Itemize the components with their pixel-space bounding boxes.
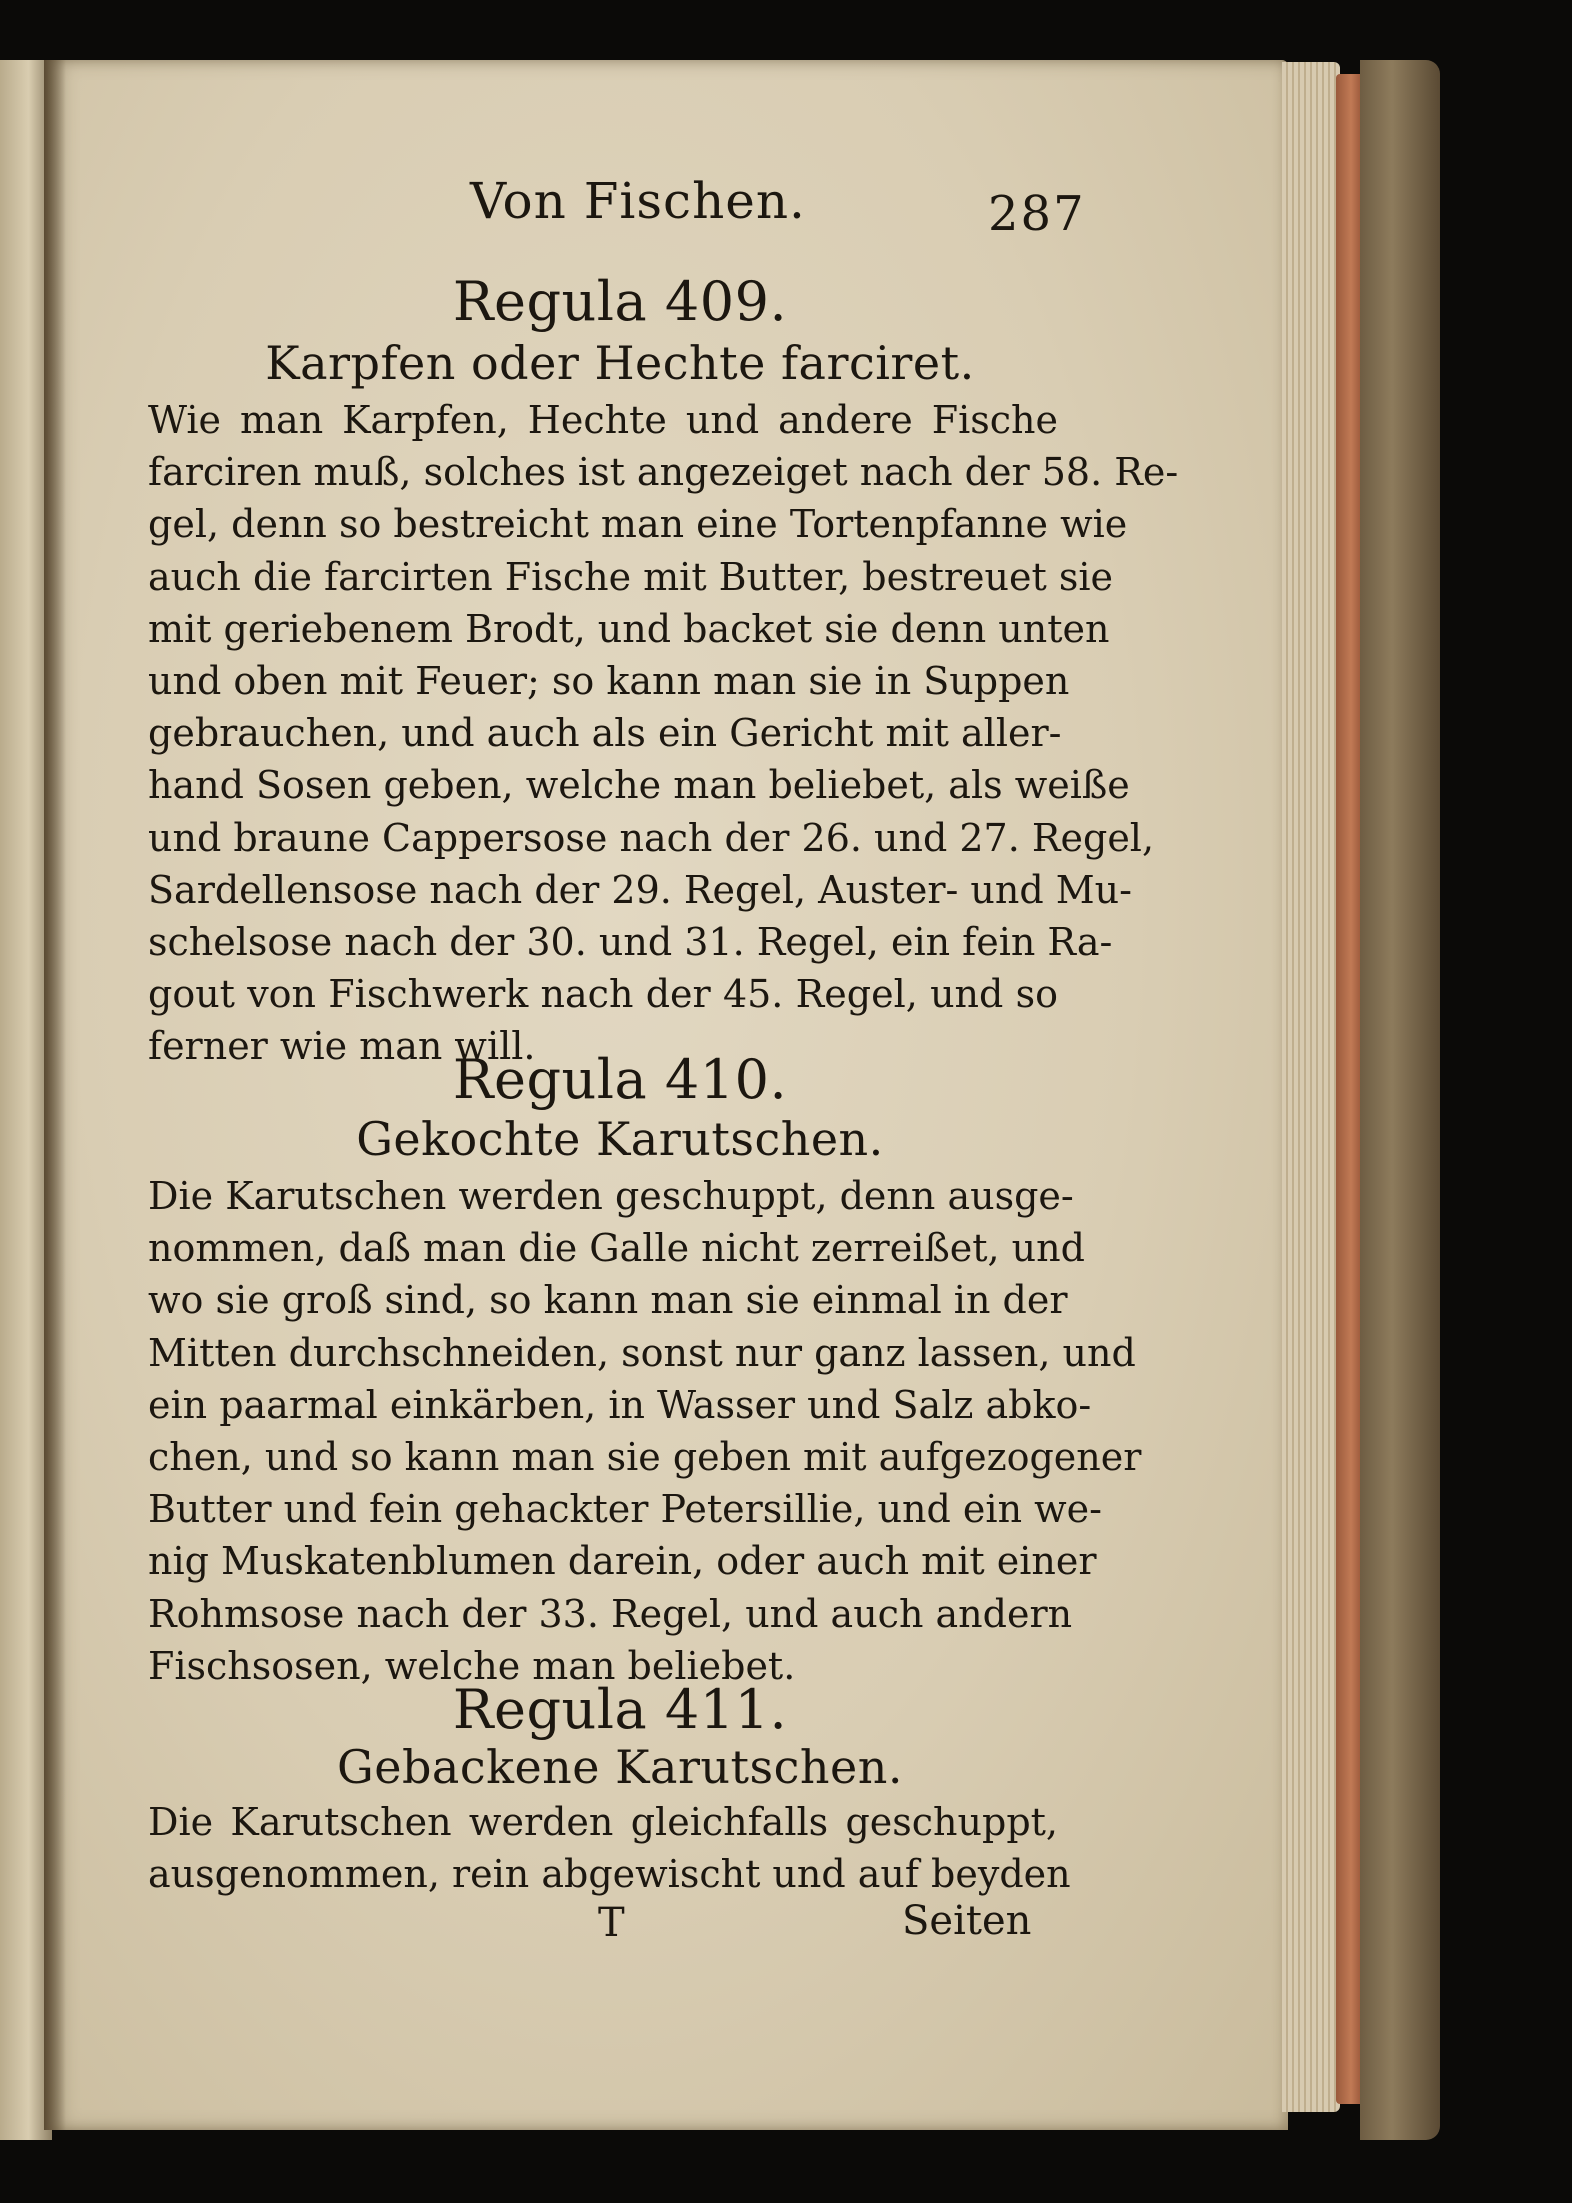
text-line: wo sie groß sind, so kann man sie einmal in der	[148, 1278, 1068, 1323]
text-line: Mitten durchschneiden, sonst nur ganz lassen, und	[148, 1330, 1136, 1375]
text-line: ferner wie man will.	[148, 1024, 536, 1069]
text-line: hand Sosen geben, welche man beliebet, als weiße	[148, 763, 1130, 808]
text-line: Rohmsose nach der 33. Regel, und auch andern	[148, 1591, 1073, 1636]
rule-411-title: Regula 411.	[452, 1678, 788, 1741]
text-line: nommen, daß man die Galle nicht zerreißet, und	[148, 1226, 1085, 1271]
page-number: 287	[988, 186, 1086, 242]
text-line: ein paarmal einkärben, in Wasser und Salz abko-	[148, 1382, 1092, 1427]
rule-410-title: Regula 410.	[452, 1048, 788, 1111]
text-line: gel, denn so bestreicht man eine Tortenpfanne wie	[148, 502, 1128, 547]
text-line: schelsose nach der 30. und 31. Regel, ein fein Ra-	[148, 919, 1113, 964]
text-line: farciren muß, solches ist angezeiget nach der 58. Re-	[148, 450, 1179, 495]
running-head: Von Fischen.	[470, 172, 806, 230]
text-line: und oben mit Feuer; so kann man sie in Suppen	[148, 658, 1070, 703]
text-line: Fischsosen, welche man beliebet.	[148, 1643, 796, 1688]
rule-409-title: Regula 409.	[452, 270, 788, 333]
text-line: Sardellensose nach der 29. Regel, Auster- und Mu-	[148, 867, 1132, 912]
rule-411-subtitle: Gebackene Karutschen.	[336, 1740, 904, 1794]
rule-409-text	[148, 394, 1179, 1072]
text-line: ausgenommen, rein abgewischt und auf beyden	[148, 1852, 1071, 1897]
rule-409-subtitle: Karpfen oder Hechte farciret.	[265, 336, 975, 390]
rule-411-text	[148, 1796, 1071, 1900]
text-line: gebrauchen, und auch als ein Gericht mit aller-	[148, 711, 1062, 756]
text-line: Wie man Karpfen, Hechte und andere Fische	[148, 398, 1058, 442]
text-line: Die Karutschen werden geschuppt, denn ausge-	[148, 1174, 1074, 1218]
rule-410-text	[148, 1170, 1142, 1692]
signature-mark: T	[598, 1900, 625, 1946]
text-line: auch die farcirten Fische mit Butter, bestreuet sie	[148, 554, 1113, 599]
rule-410-subtitle: Gekochte Karutschen.	[356, 1112, 884, 1166]
text-line: Butter und fein gehackter Petersillie, und ein we-	[148, 1487, 1102, 1532]
text-line: mit geriebenem Brodt, und backet sie denn unten	[148, 606, 1110, 651]
catchword: Seiten	[902, 1898, 1032, 1944]
text-line: und braune Cappersose nach der 26. und 27. Regel,	[148, 815, 1155, 860]
text-line: Die Karutschen werden gleichfalls geschuppt,	[148, 1800, 1058, 1844]
text-line: chen, und so kann man sie geben mit aufgezogener	[148, 1434, 1142, 1479]
text-line: nig Muskatenblumen darein, oder auch mit einer	[148, 1539, 1097, 1584]
text-line: gout von Fischwerk nach der 45. Regel, und so	[148, 972, 1058, 1017]
